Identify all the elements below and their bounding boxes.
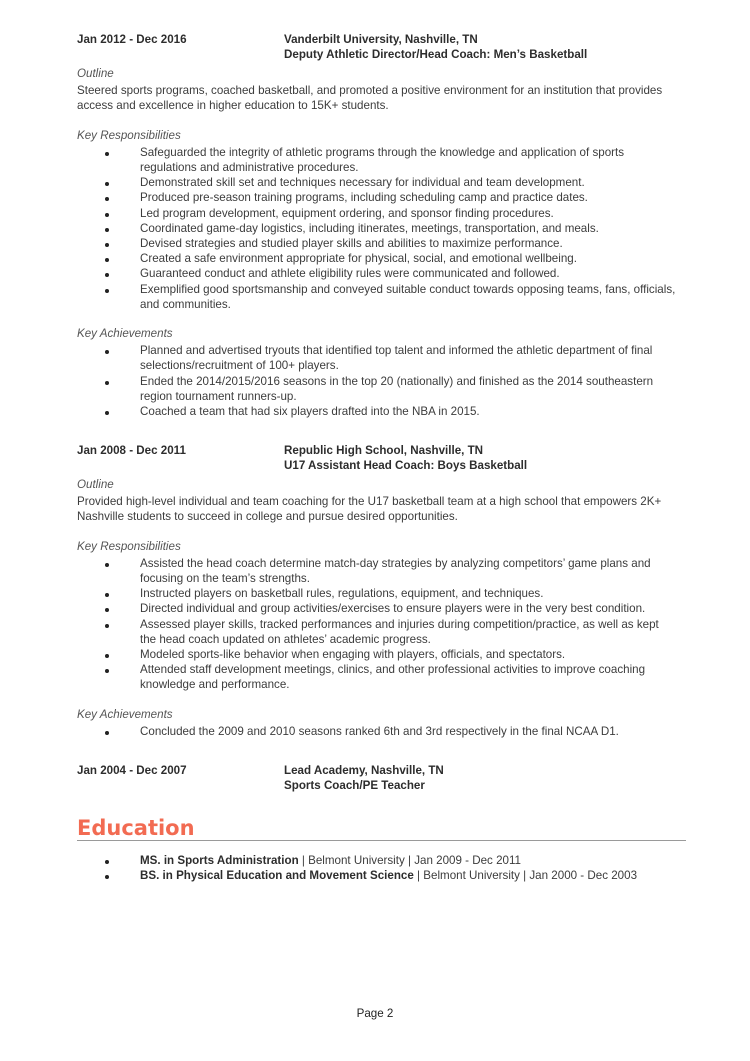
education-section-heading: [77, 815, 686, 841]
achievements-label: Key Achievements: [77, 707, 173, 721]
education-list: [77, 853, 677, 883]
job-title: Sports Coach/PE Teacher: [284, 779, 425, 793]
job-header: [77, 763, 677, 795]
list-item: Modeled sports-like behavior when engaging with players, officials, and spectators.: [77, 647, 677, 662]
job-dates: Jan 2004 - Dec 2007: [77, 764, 187, 777]
education-heading-text: Education: [77, 816, 195, 840]
list-item: Concluded the 2009 and 2010 seasons ranked 6th and 3rd respectively in the final NCAA D1.: [77, 724, 677, 739]
job-dates: Jan 2012 - Dec 2016: [77, 33, 187, 46]
responsibilities-list: [77, 145, 677, 312]
job-dates: Jan 2008 - Dec 2011: [77, 444, 186, 457]
job-organization: Lead Academy, Nashville, TN: [284, 764, 444, 777]
responsibilities-list: [77, 556, 677, 693]
list-item: Coordinated game-day logistics, including itinerates, meetings, transportation, and meals.: [77, 221, 677, 236]
list-item: Assessed player skills, tracked performances and injuries during competition/practice, as well as kept the head coach updated on athletes’ academic progress.: [77, 617, 677, 647]
list-item: Directed individual and group activities/exercises to ensure players were in the very best condition.: [77, 601, 677, 616]
job-title: Deputy Athletic Director/Head Coach: Men’s Basketball: [284, 48, 588, 62]
list-item: Instructed players on basketball rules, regulations, equipment, and techniques.: [77, 586, 677, 601]
list-item: Demonstrated skill set and techniques necessary for individual and team development.: [77, 175, 677, 190]
job-title: U17 Assistant Head Coach: Boys Basketball: [284, 459, 528, 473]
outline-label: Outline: [77, 67, 114, 80]
achievements-list: [77, 343, 677, 419]
achievements-label: Key Achievements: [77, 327, 173, 341]
job-organization-block: [284, 763, 444, 793]
responsibilities-label: Key Responsibilities: [77, 128, 181, 142]
education-details: | Belmont University | Jan 2000 - Dec 2003: [413, 869, 638, 883]
list-item: Ended the 2014/2015/2016 seasons in the top 20 (nationally) and finished as the 2014 southeastern region tournament runners-up.: [77, 374, 677, 404]
job-entry-republic-high: [77, 443, 677, 739]
list-item: Coached a team that had six players drafted into the NBA in 2015.: [77, 404, 677, 419]
list-item: Exemplified good sportsmanship and conveyed suitable conduct towards opposing teams, fans, officials, and communities.: [77, 282, 677, 312]
job-organization: Republic High School, Nashville, TN: [284, 444, 484, 457]
list-item: Planned and advertised tryouts that identified top talent and informed the athletic department of final selections/recruitment of 100+ players.: [77, 343, 677, 373]
education-item: [77, 868, 677, 883]
outline-text: Steered sports programs, coached basketball, and promoted a positive environment for an institution that provides access and excellence in higher education to 15K+ students.: [77, 84, 663, 113]
outline-text: Provided high-level individual and team coaching for the U17 basketball team at a high school that empowers 2K+ Nashville students to succeed in college and pursue desired opportunities.: [77, 495, 662, 524]
list-item: Devised strategies and studied player skills and abilities to maximize performance.: [77, 236, 677, 251]
job-entry-lead-academy: [77, 763, 677, 795]
education-degree: BS. in Physical Education and Movement Science: [140, 869, 414, 883]
job-organization-block: [284, 32, 587, 62]
job-organization: Vanderbilt University, Nashville, TN: [284, 33, 478, 46]
education-degree: MS. in Sports Administration: [140, 854, 299, 867]
responsibilities-label: Key Responsibilities: [77, 539, 181, 553]
achievements-list: [77, 724, 677, 739]
job-header: [77, 32, 677, 64]
list-item: Led program development, equipment ordering, and sponsor finding procedures.: [77, 206, 677, 221]
education-item: [77, 853, 677, 868]
job-organization-block: [284, 443, 527, 473]
list-item: Guaranteed conduct and athlete eligibility rules were communicated and followed.: [77, 266, 677, 281]
page-number: Page 2: [356, 1007, 394, 1020]
education-details: | Belmont University | Jan 2009 - Dec 2011: [298, 854, 522, 867]
list-item: Produced pre-season training programs, including scheduling camp and practice dates.: [77, 190, 677, 205]
job-header: [77, 443, 677, 475]
list-item: Safeguarded the integrity of athletic programs through the knowledge and application of sports regulations and administrative procedures.: [77, 145, 677, 175]
list-item: Attended staff development meetings, clinics, and other professional activities to improve coaching knowledge and performance.: [77, 662, 677, 692]
list-item: Created a safe environment appropriate for physical, social, and emotional wellbeing.: [77, 251, 677, 266]
outline-label: Outline: [77, 478, 114, 491]
job-entry-vanderbilt: [77, 32, 677, 419]
list-item: Assisted the head coach determine match-day strategies by analyzing competitors’ game plans and focusing on the team’s strengths.: [77, 556, 677, 586]
